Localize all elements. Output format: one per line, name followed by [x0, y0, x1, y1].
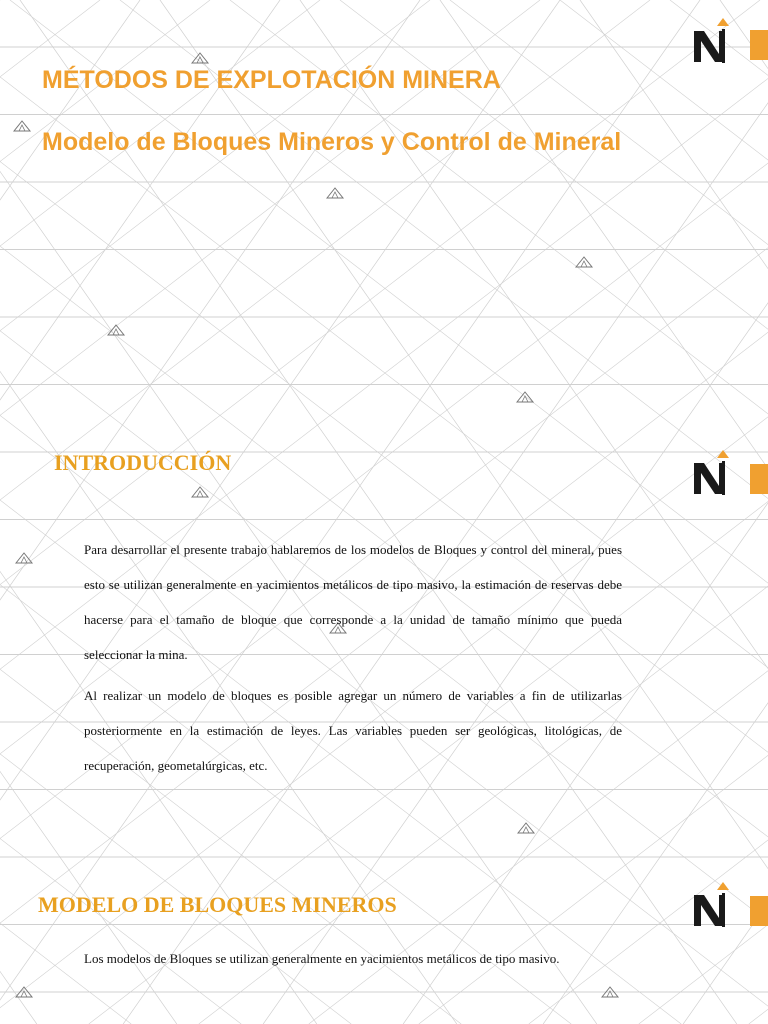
modelo-paragraph	[84, 942, 622, 976]
intro-paragraph-2: Al realizar un modelo de bloques es posible agregar un número de variables a fin de utilizarlas posteriormente en la estimación de leyes. Las variables pueden ser geológicas, litológicas, de recuperación, geometalúrgicas, etc.	[84, 688, 622, 773]
document-subtitle: Modelo de Bloques Mineros y Control de Mineral	[42, 128, 622, 156]
document-title: MÉTODOS DE EXPLOTACIÓN MINERA	[42, 66, 501, 94]
section-heading-modelo-de-bloques: MODELO DE BLOQUES MINEROS	[38, 892, 397, 917]
accent-bar	[750, 30, 768, 60]
section-heading-introduccion: INTRODUCCIÓN	[54, 450, 232, 475]
university-n-logo-icon	[692, 450, 732, 496]
accent-bar	[750, 464, 768, 494]
accent-bar	[750, 896, 768, 926]
university-n-logo-icon	[692, 18, 732, 64]
intro-paragraphs	[84, 532, 622, 783]
modelo-paragraph-1: Los modelos de Bloques se utilizan generalmente en yacimientos metálicos de tipo masivo.	[84, 951, 560, 966]
mountain-triangle-icon	[192, 487, 208, 497]
mountain-triangle-icon	[576, 257, 592, 267]
mountain-triangle-icon	[14, 121, 30, 131]
intro-paragraph-1: Para desarrollar el presente trabajo hablaremos de los modelos de Bloques y control del mineral, pues esto se utilizan generalmente en yacimientos metálicos de tipo masivo, la estimación de reservas debe hacerse para el tamaño de bloque que corresponde a la unidad de tamaño mínimo que pueda seleccionar la mina.	[84, 542, 622, 662]
university-n-logo-icon	[692, 882, 732, 928]
mountain-triangle-icon	[327, 188, 343, 198]
